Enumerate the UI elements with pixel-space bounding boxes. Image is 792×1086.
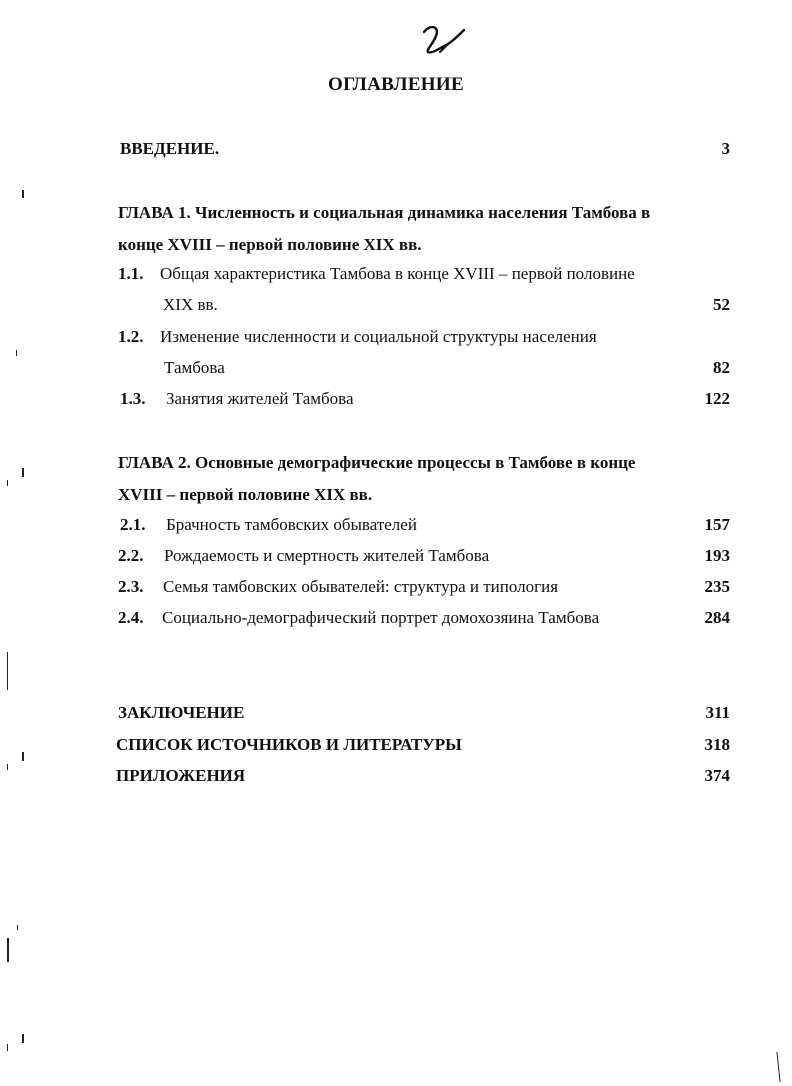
section-title: Брачность тамбовских обывателей: [166, 515, 417, 534]
section-page: 193: [704, 546, 730, 565]
section-title-cont: Тамбова: [164, 358, 225, 377]
scan-mark: [7, 938, 9, 962]
section-page: 284: [704, 608, 730, 627]
scan-mark: [22, 1034, 24, 1043]
page-title: ОГЛАВЛЕНИЕ: [328, 74, 464, 95]
section-title: Общая характеристика Тамбова в конце XVIII – первой половине: [160, 264, 635, 283]
scan-mark: [7, 1044, 8, 1051]
scan-mark: [7, 764, 8, 770]
section-page: 52: [713, 295, 730, 314]
scan-mark: [22, 752, 24, 761]
section-title: Социально-демографический портрет домохозяина Тамбова: [162, 608, 600, 627]
section-number: 2.4.: [118, 608, 144, 627]
toc-appendices-label: ПРИЛОЖЕНИЯ: [116, 766, 246, 785]
toc-intro-label: ВВЕДЕНИЕ.: [120, 139, 220, 158]
section-number: 1.3.: [120, 389, 146, 408]
section-number: 1.2.: [118, 327, 144, 346]
toc-conclusion-page: 311: [705, 703, 730, 722]
section-page: 157: [704, 515, 730, 534]
section-page: 235: [704, 577, 730, 596]
toc-intro-page: 3: [721, 139, 730, 158]
chapter1-title-line2: конце XVIII – первой половине XIX вв.: [118, 235, 422, 254]
scan-mark: [7, 480, 8, 486]
toc-appendices-page: 374: [704, 766, 730, 785]
section-title: Занятия жителей Тамбова: [166, 389, 354, 408]
section-number: 2.3.: [118, 577, 144, 596]
handwritten-page-number: [418, 22, 468, 60]
section-title: Рождаемость и смертность жителей Тамбова: [164, 546, 490, 565]
scan-mark: [22, 468, 24, 477]
section-title: Изменение численности и социальной структуры населения: [160, 327, 597, 346]
section-title-cont: XIX вв.: [163, 295, 218, 314]
scan-mark: [22, 190, 24, 198]
toc-sources-label: СПИСОК ИСТОЧНИКОВ И ЛИТЕРАТУРЫ: [116, 735, 462, 754]
section-page: 122: [704, 389, 730, 408]
section-number: 2.1.: [120, 515, 146, 534]
section-number: 1.1.: [118, 264, 144, 283]
scan-mark: [17, 925, 18, 930]
chapter2-title-line2: XVIII – первой половине XIX вв.: [118, 485, 373, 504]
toc-conclusion-label: ЗАКЛЮЧЕНИЕ: [118, 703, 245, 722]
section-number: 2.2.: [118, 546, 144, 565]
scan-mark: [16, 350, 17, 356]
section-title: Семья тамбовских обывателей: структура и типология: [163, 577, 559, 596]
section-page: 82: [713, 358, 730, 377]
toc-sources-page: 318: [704, 735, 730, 754]
scan-mark: [776, 1052, 780, 1082]
chapter2-title-line1: ГЛАВА 2. Основные демографические процессы в Тамбове в конце: [118, 453, 636, 472]
chapter1-title-line1: ГЛАВА 1. Численность и социальная динамика населения Тамбова в: [118, 203, 651, 222]
scan-mark: [7, 652, 8, 690]
